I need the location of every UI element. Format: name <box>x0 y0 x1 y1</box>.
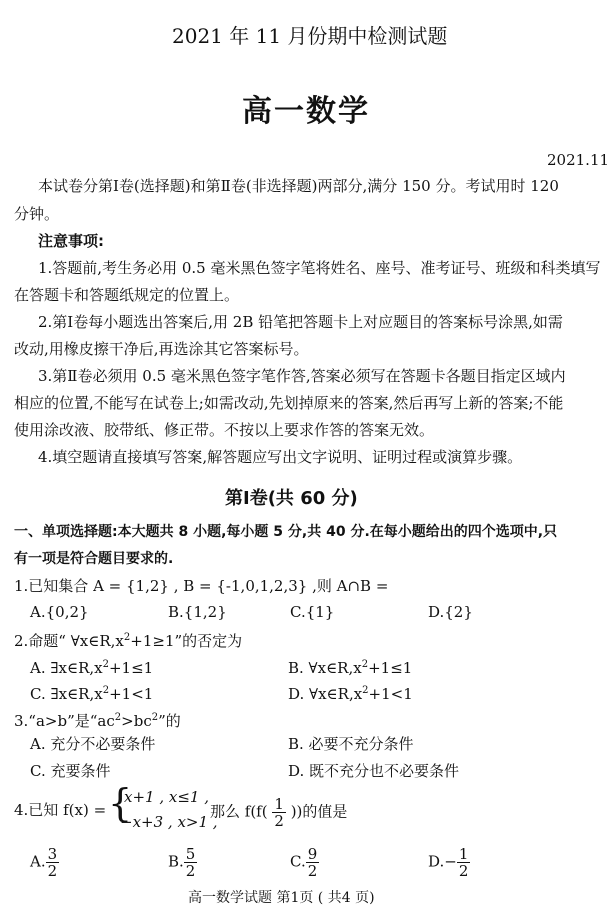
note-2-line-2: 改动,用橡皮擦干净后,再选涂其它答案标号。 <box>14 340 309 358</box>
q3-stem: 3.“a>b”是“$ac^2>bc^2$”的 <box>14 712 181 730</box>
q4-option-c: C. $\frac{9}{2}$ <box>290 845 318 880</box>
section-instr-line-2: 有一项是符合题目要求的. <box>14 551 174 567</box>
note-1-line-1: 1.答题前,考生务必用 0.5 毫米黑色签字笔将姓名、座号、准考证号、班级和科类填写 <box>38 259 601 277</box>
q4-option-d: D.− $\frac{1}{2}$ <box>428 845 469 880</box>
q4-piecewise-brace: { <box>108 781 133 825</box>
note-1-line-2: 在答题卡和答题纸规定的位置上。 <box>14 286 240 304</box>
q4-option-b: B. $\frac{5}{2}$ <box>168 845 196 880</box>
note-3-line-1: 3.第Ⅱ卷必须用 0.5 毫米黑色签字笔作答,答案必须写在答题卡各题目指定区域内 <box>38 367 566 385</box>
q4-half-fraction: $\frac{1}{2}$ <box>274 795 284 830</box>
q2-option-b: B. $\forall x\in R,x^2+1\le 1$ <box>288 659 413 677</box>
q1-stem: 1.已知集合 A = {1,2} , B = {-1,0,1,2,3} ,则 A∩B = <box>14 577 389 595</box>
section-instr-line-1: 一、单项选择题:本大题共 8 小题,每小题 5 分,共 40 分.在每小题给出的四个选项中,只 <box>14 524 558 540</box>
intro-line-2: 分钟。 <box>14 205 60 223</box>
section-title: 第Ⅰ卷(共 60 分) <box>225 488 358 509</box>
q2-option-c: C. $\exists x\in R,x^2+1<1$ <box>30 685 154 703</box>
q1-option-d: D.{2} <box>428 603 473 621</box>
q3-option-b: B. 必要不充分条件 <box>288 735 414 753</box>
exam-title: 2021 年 11 月份期中检测试题 <box>172 24 448 48</box>
note-4: 4.填空题请直接填写答案,解答题应写出文字说明、证明过程或演算步骤。 <box>38 448 523 466</box>
q2-stem: 2.命题“ $\forall x\in R,x^2+1\ge 1$”的否定为 <box>14 632 243 650</box>
q4-stem-main: 那么 f(f( $\frac{1}{2}$ ))的值是 <box>210 795 348 830</box>
q1-option-c: C.{1} <box>290 603 335 621</box>
q3-option-d: D. 既不充分也不必要条件 <box>288 762 460 780</box>
note-2-line-1: 2.第Ⅰ卷每小题选出答案后,用 2B 铅笔把答题卡上对应题目的答案标号涂黑,如需 <box>38 313 563 331</box>
notes-heading: 注意事项: <box>38 232 104 250</box>
q4-piece-2: −x+3 , x>1 , <box>120 813 218 831</box>
page-footer: 高一数学试题 第1页 ( 共4 页) <box>188 890 375 906</box>
q4-option-a: A. $\frac{3}{2}$ <box>30 845 58 880</box>
q1-option-b: B.{1,2} <box>168 603 227 621</box>
subject-title: 高一数学 <box>242 94 370 129</box>
q2-option-a: A. $\exists x\in R,x^2+1\le 1$ <box>30 659 154 677</box>
q3-option-c: C. 充要条件 <box>30 762 111 780</box>
note-3-line-3: 使用涂改液、胶带纸、修正带。不按以上要求作答的答案无效。 <box>14 421 435 439</box>
q1-option-a: A.{0,2} <box>30 603 89 621</box>
q2-option-d: D. $\forall x\in R,x^2+1<1$ <box>288 685 413 703</box>
exam-date: 2021.11 <box>547 151 609 169</box>
note-3-line-2: 相应的位置,不能写在试卷上;如需改动,先划掉原来的答案,然后再写上新的答案;不能 <box>14 394 564 412</box>
q3-option-a: A. 充分不必要条件 <box>30 735 156 753</box>
intro-line-1: 本试卷分第Ⅰ卷(选择题)和第Ⅱ卷(非选择题)两部分,满分 150 分。考试用时 120 <box>38 177 559 195</box>
q4-piece-1: x+1 , x≤1 , <box>124 788 209 806</box>
q4-stem-prefix: 4.已知 f(x) = <box>14 801 107 819</box>
